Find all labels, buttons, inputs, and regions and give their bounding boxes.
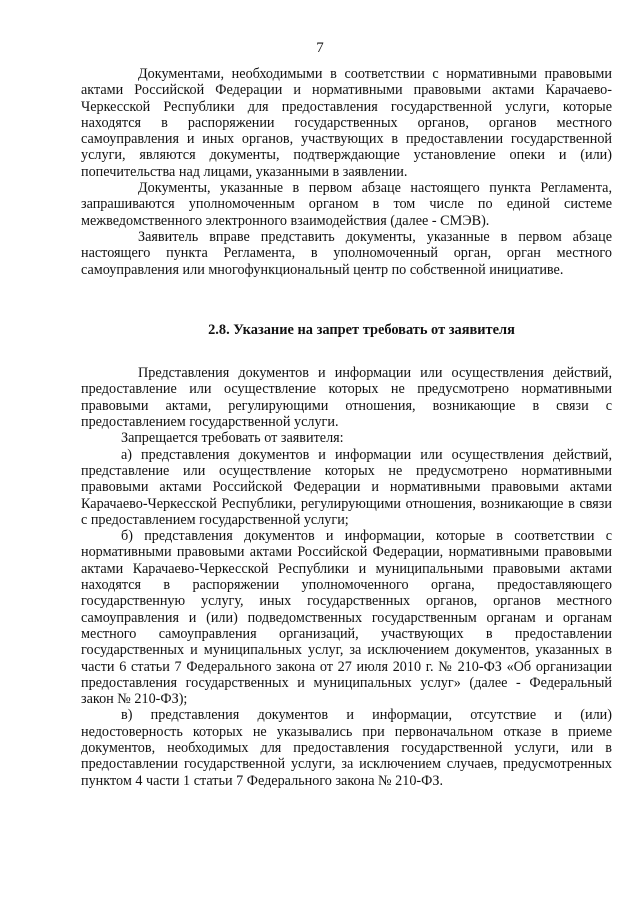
paragraph-applicant-right: Заявитель вправе представить документы, указанные в первом абзаце настоящего пункта Регламента, в уполномоченный орган, орган местного самоуправления или многофункциональный центр по собственной инициативе. (81, 228, 612, 278)
document-body (81, 66, 612, 789)
list-item-a: а) представления документов и информации или осуществления действий, представление или осуществление которых не предусмотрено нормативными правовыми актами Российской Федерации и нормативными правовыми актами Карачаево-Черкесской Республики, регулирующими отношения, возникающие в связи с предоставлением государственной услуги; (81, 446, 612, 528)
list-item-c: в) представления документов и информации, отсутствие и (или) недостоверность которых не указывались при первоначальном отказе в приеме документов, необходимых для предоставления государственной услуги, или в предоставлении государственной услуги, за исключением случаев, предусмотренных пунктом 4 части 1 статьи 7 Федерального закона № 210-ФЗ. (81, 707, 612, 789)
section-heading: 2.8. Указание на запрет требовать от заявителя (208, 321, 515, 338)
paragraph-intro: Представления документов и информации или осуществления действий, предоставление или осуществление которых не предусмотрено нормативными правовыми актами, регулирующими отношения, возникающие в связи с предоставлением государственной услуги. (81, 365, 612, 431)
paragraph-documents-requested: Документы, указанные в первом абзаце настоящего пункта Регламента, запрашиваются уполномоченным органом в том числе по единой системе межведомственного электронного взаимодействия (далее - СМЭВ). (81, 180, 612, 229)
list-item-b: б) представления документов и информации, которые в соответствии с нормативными правовыми актами Российской Федерации, нормативными правовыми актами Карачаево-Черкесской Республики и муниципальными правовыми актами находятся в распоряжении уполномоченного органа, предоставляющего государственную услугу, иных государственных органов, органов местного самоуправления и (или) подведомственных государственным органам и органам местного самоуправления организаций, участвующих в предоставлении государственных и муниципальных услуг, за исключением документов, указанных в части 6 статьи 7 Федерального закона от 27 июля 2010 г. № 210-ФЗ «Об организации предоставления государственных и муниципальных услуг» (далее - Федеральный закон № 210-ФЗ); (81, 528, 612, 708)
page-number: 7 (316, 40, 324, 56)
prohibition-label: Запрещается требовать от заявителя: (121, 430, 344, 447)
paragraph-documents-required: Документами, необходимыми в соответствии с нормативными правовыми актами Российской Федерации и нормативными правовыми актами Карачаево-Черкесской Республики для предоставления государственной услуги, которые находятся в распоряжении государственных органов, органов местного самоуправления и иных органов, участвующих в предоставлении государственной услуги, являются документы, подтверждающие установление опеки и (или) попечительства над лицами, указанными в заявлении. (81, 66, 612, 180)
